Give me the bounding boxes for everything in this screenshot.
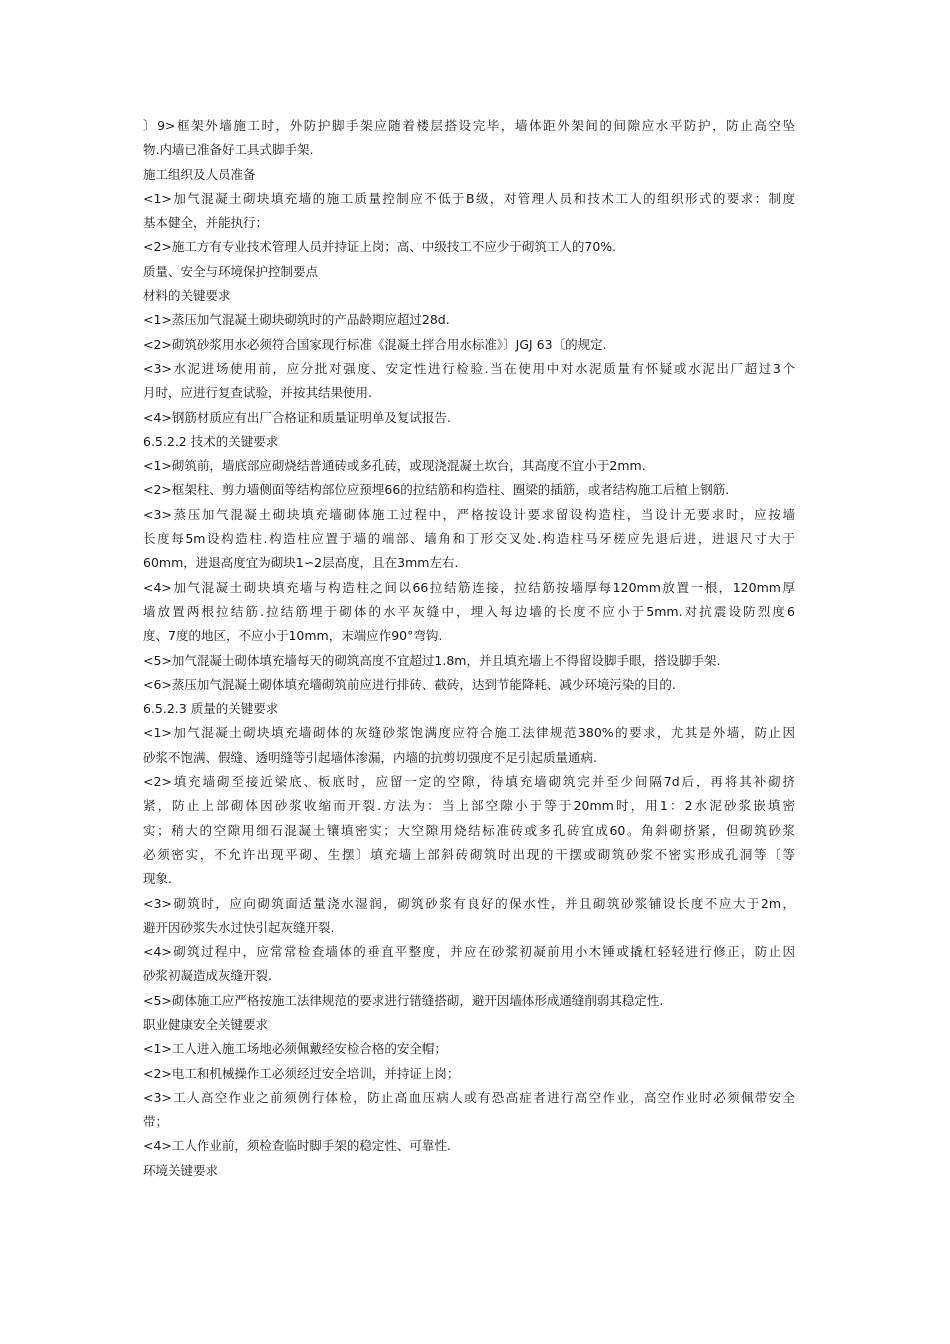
text-line: 基本健全，并能执行； (143, 215, 269, 231)
text-line: 6.5.2.3 质量的关键要求 (143, 701, 279, 717)
text-line: <6>蒸压加气混凝土砌体填充墙砌筑前应进行排砖、截砖，达到节能降耗、减少环境污染的目的. (143, 676, 676, 692)
text-line: <1>加气混凝土砌块填充墙砌体的灰缝砂浆饱满度应符合施工法律规范380%的要求，尤其是外墙，防止因 (143, 725, 795, 741)
text-line: <2>施工方有专业技术管理人员并持证上岗；高、中级技工不应少于砌筑工人的70%. (143, 239, 617, 255)
text-line: 6.5.2.2 技术的关键要求 (143, 433, 279, 449)
text-line: <5>加气混凝土砌体填充墙每天的砌筑高度不宜超过1.8m，并且填充墙上不得留设脚手眼，搭设脚手架. (143, 652, 721, 668)
text-line: <2>框架柱、剪力墙侧面等结构部位应预埋66的拉结筋和构造柱、圈梁的插筋，或者结构施工后植上钢筋. (143, 482, 730, 498)
text-line: <2>填充墙砌至接近梁底、板底时，应留一定的空隙，待填充墙砌筑完并至少间隔7d后，再将其补砌挤 (143, 774, 795, 790)
text-line: <4>工人作业前，须检查临时脚手架的稳定性、可靠性. (143, 1138, 451, 1154)
text-line: <4>钢筋材质应有出厂合格证和质量证明单及复试报告. (143, 409, 451, 425)
text-line: 材料的关键要求 (143, 288, 231, 304)
text-line: 墙放置两根拉结筋.拉结筋埋于砌体的水平灰缝中，埋入每边墙的长度不应小于5mm.对抗震设防烈度6 (143, 603, 795, 619)
text-line: 质量、安全与环境保护控制要点 (143, 263, 319, 279)
text-line: <1>蒸压加气混凝土砌块砌筑时的产品龄期应超过28d. (143, 312, 450, 328)
text-line: 现象. (143, 871, 172, 887)
text-line: 度、7度的地区，不应小于10mm，末端应作90°弯钩. (143, 628, 443, 644)
text-line: 月时，应进行复查试验，并按其结果使用. (143, 385, 372, 401)
text-line: 避开因砂浆失水过快引起灰缝开裂. (143, 919, 335, 935)
text-line: <1>加气混凝土砌块填充墙的施工质量控制应不低于B级，对管理人员和技术工人的组织形式的要求：制度 (143, 190, 795, 206)
text-line: 物.内墙已准备好工具式脚手架. (143, 142, 314, 158)
text-line: <4>砌筑过程中，应常常检查墙体的垂直平整度，并应在砂浆初凝前用小木锤或撬杠轻轻进行修正，防止因 (143, 944, 795, 960)
text-line: 砂浆初凝造成灰缝开裂. (143, 968, 272, 984)
text-line: <1>砌筑前，墙底部应砌烧结普通砖或多孔砖，或现浇混凝土坎台，其高度不宜小于2mm. (143, 458, 646, 474)
text-line: <3>砌筑时，应向砌筑面适量浇水湿润，砌筑砂浆有良好的保水性，并且砌筑砂浆铺设长度不应大于2m， (143, 895, 795, 911)
text-line: 紧，防止上部砌体因砂浆收缩而开裂.方法为：当上部空隙小于等于20mm时，用1：2水泥砂浆嵌填密 (143, 798, 795, 814)
text-line: 环境关键要求 (143, 1162, 219, 1178)
text-line: 职业健康安全关键要求 (143, 1016, 269, 1032)
text-line: 〕9>框架外墙施工时，外防护脚手架应随着楼层搭设完毕，墙体距外架间的间隙应水平防护，防止高空坠 (143, 118, 795, 133)
text-line: <2>电工和机械操作工必须经过安全培训，并持证上岗； (143, 1065, 460, 1081)
text-line: <1>工人进入施工场地必须佩戴经安检合格的安全帽； (143, 1041, 447, 1057)
text-line: <5>砌体施工应严格按施工法律规范的要求进行错缝搭砌，避开因墙体形成通缝削弱其稳定性. (143, 992, 664, 1008)
text-line: 带； (143, 1114, 169, 1130)
text-line: 砂浆不饱满、假缝、透明缝等引起墙体渗漏，内墙的抗剪切强度不足引起质量通病. (143, 749, 597, 765)
text-line: 60mm，进退高度宜为砌块1∽2层高度，且在3mm左右. (143, 555, 459, 571)
text-line: 施工组织及人员准备 (143, 166, 256, 182)
text-line: <4>加气混凝土砌块填充墙与构造柱之间以66拉结筋连接，拉结筋按墙厚每120mm放置一根，120mm厚 (143, 579, 795, 595)
document-body (143, 114, 795, 1183)
text-line: 必须密实，不允许出现平砌、生摆〕填充墙上部斜砖砌筑时出现的干摆或砌筑砂浆不密实形成孔洞等〔等 (143, 846, 795, 862)
document-page (143, 114, 795, 1183)
text-line: 实；稍大的空隙用细石混凝土镶填密实；大空隙用烧结标准砖或多孔砖宜成60。角斜砌挤紧，但砌筑砂浆 (143, 822, 795, 838)
text-line: 长度每5m设构造柱.构造柱应置于墙的端部、墙角和丁形交叉处.构造柱马牙槎应先退后进，进退尺寸大于 (143, 531, 795, 547)
text-line: <3>工人高空作业之前须例行体检，防止高血压病人或有恐高症者进行高空作业，高空作业时必须佩带安全 (143, 1089, 795, 1105)
text-line: <3>蒸压加气混凝土砌块填充墙砌体施工过程中，严格按设计要求留设构造柱，当设计无要求时，应按墙 (143, 506, 795, 522)
text-line: <2>砌筑砂浆用水必须符合国家现行标准《混凝土拌合用水标准》〕JGJ 63〔的规定. (143, 336, 607, 352)
text-line: <3>水泥进场使用前，应分批对强度、安定性进行检验.当在使用中对水泥质量有怀疑或水泥出厂超过3个 (143, 360, 795, 376)
